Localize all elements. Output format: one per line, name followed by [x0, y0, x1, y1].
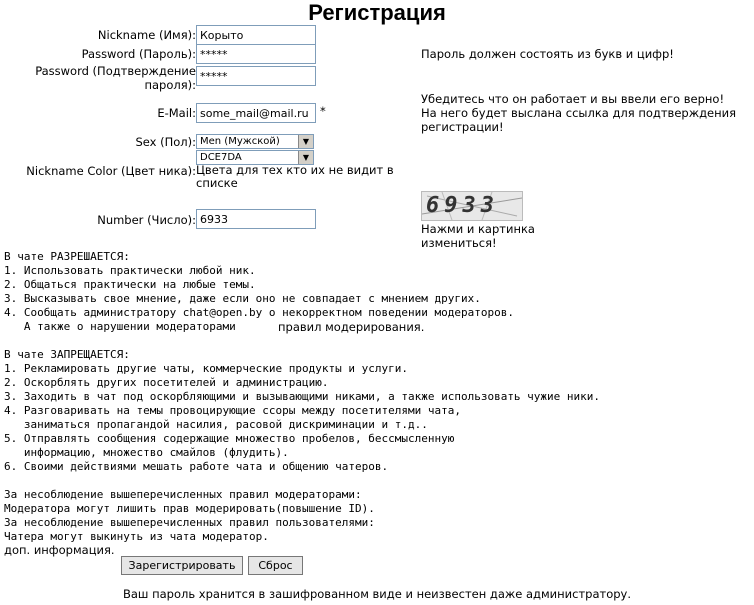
register-button[interactable]: Зарегистрировать [121, 556, 243, 575]
allowed-title: В чате РАЗРЕШАЕТСЯ: [4, 250, 130, 263]
forbidden-item: заниматься пропагандой насилия, расовой дискриминации и т.д.. [4, 418, 428, 431]
forbidden-item: 6. Своими действиями мешать работе чата и общению чатеров. [4, 460, 389, 473]
forbidden-item: 3. Заходить в чат под оскорбляющими и вызывающими никами, а также использовать чужие ники. [4, 390, 601, 403]
allowed-item: 2. Общаться практически на любые темы. [4, 278, 256, 291]
captcha-code: 6933 [426, 193, 499, 218]
penalty-line: Модератора могут лишить прав модерировать(повышение ID). [4, 502, 375, 515]
sex-select[interactable] [196, 134, 314, 149]
password-confirm-label-line2: пароля): [144, 78, 196, 92]
nickname-color-hint: Цвета для тех кто их не видит в списке [196, 163, 394, 190]
chevron-down-icon: ▼ [298, 135, 313, 148]
allowed-item: 3. Высказывать свое мнение, даже если оно не совпадает с мнением других. [4, 292, 481, 305]
penalty-line: За несоблюдение вышеперечисленных правил пользователями: [4, 516, 375, 529]
number-label: Number (Число): [97, 213, 196, 227]
extra-info-link[interactable]: доп. информация. [4, 543, 115, 557]
captcha-hint-line1: Нажми и картинка [421, 222, 535, 236]
nickname-input[interactable] [196, 25, 316, 45]
nickname-color-label: Nickname Color (Цвет ника): [26, 164, 196, 178]
password-rule-note: Пароль должен состоять из букв и цифр! [421, 47, 674, 61]
email-note-line2: На него будет выслана ссылка для подтверждения [421, 106, 737, 120]
penalty-line: Чатера могут выкинуть из чата модератор. [4, 530, 269, 543]
forbidden-title: В чате ЗАПРЕЩАЕТСЯ: [4, 348, 130, 361]
password-label: Password (Пароль): [81, 47, 196, 61]
captcha-hint [421, 222, 535, 250]
page-title: Регистрация [308, 0, 446, 25]
moderation-rules-link[interactable]: правил модерирования. [278, 320, 425, 334]
allowed-item: А также о нарушении модераторами [4, 320, 236, 333]
number-input[interactable] [196, 209, 316, 229]
email-note-line3: регистрации! [421, 120, 504, 134]
sex-select-value: Men (Мужской) [200, 136, 280, 147]
password-confirm-label-line1: Password (Подтверждение [35, 64, 196, 78]
email-note-line1: Убедитесь что он работает и вы ввели его верно! [421, 92, 725, 106]
forbidden-item: 4. Разговаривать на темы провоцирующие ссоры между посетителями чата, [4, 404, 461, 417]
email-note [421, 92, 736, 134]
forbidden-item: 1. Рекламировать другие чаты, коммерческие продукты и услуги. [4, 362, 408, 375]
forbidden-item: 5. Отправлять сообщения содержащие множество пробелов, бессмысленную [4, 432, 455, 445]
allowed-item: 1. Использовать практически любой ник. [4, 264, 256, 277]
penalty-line: За несоблюдение вышеперечисленных правил модераторами: [4, 488, 362, 501]
forbidden-item: 2. Оскорблять других посетителей и администрацию. [4, 376, 329, 389]
sex-label: Sex (Пол): [135, 135, 196, 149]
email-label: E-Mail: [157, 106, 196, 120]
required-mark: * [320, 104, 326, 118]
reset-button[interactable]: Сброс [248, 556, 303, 575]
chevron-down-icon: ▼ [298, 151, 313, 164]
nickname-label: Nickname (Имя): [97, 28, 196, 42]
email-input[interactable] [196, 103, 316, 123]
footer-note: Ваш пароль хранится в зашифрованном виде и неизвестен даже администратору. [123, 587, 631, 601]
nickname-color-select-value: DCE7DA [200, 152, 242, 163]
allowed-item: 4. Сообщать администратору chat@open.by о некорректном поведении модераторов. [4, 306, 514, 319]
password-confirm-label [35, 64, 196, 92]
password-input[interactable] [196, 44, 316, 64]
forbidden-item: информацию, множество смайлов (флудить). [4, 446, 289, 459]
captcha-hint-line2: измениться! [421, 236, 497, 250]
captcha-image[interactable] [421, 191, 523, 221]
password-confirm-input[interactable] [196, 66, 316, 86]
